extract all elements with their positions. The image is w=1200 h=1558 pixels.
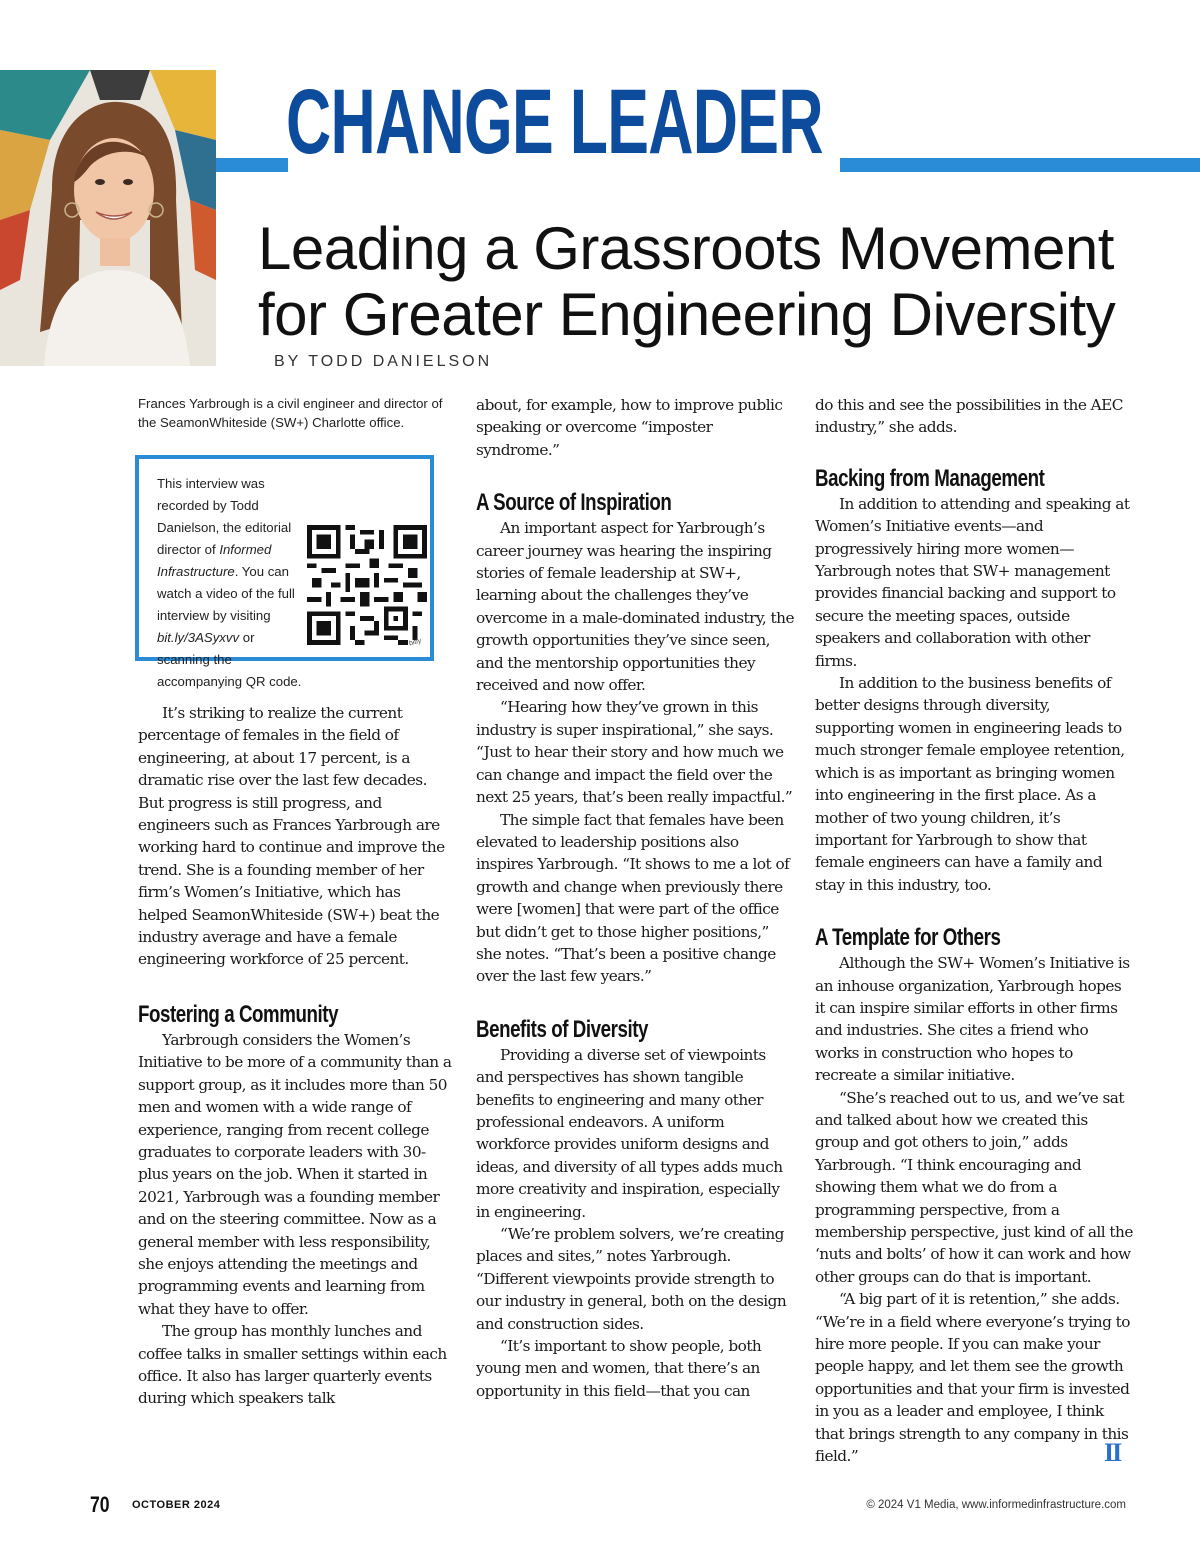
sidebar-text-a: This interview was recorded by Todd Danielson, the editorial director of bbox=[157, 476, 292, 557]
video-link[interactable]: bit.ly/3ASyxvv bbox=[157, 630, 240, 645]
video-sidebar-box bbox=[135, 455, 434, 689]
section-kicker: CHANGE LEADER bbox=[286, 71, 823, 173]
paragraph: The simple fact that females have been elevated to leadership positions also inspires Yarbrough. “It shows to me a lot of growth and change when previously there were [women] that were part of the office but didn’t get to those higher positions,” she notes. “That’s been a positive change over the last few years.” bbox=[476, 810, 790, 986]
sidebar-text bbox=[157, 473, 305, 693]
paragraph: In addition to attending and speaking at Women’s Initiative events—and progressively hiring more women—Yarbrough notes that SW+ management provides financial backing and support to secure the meeting spaces, outside speakers and collaboration with other firms. bbox=[815, 494, 1130, 670]
header-rule-right bbox=[840, 158, 1200, 172]
qr-brand-label: bitly bbox=[408, 637, 423, 648]
sidebar-text-c: or scanning the accompanying QR code. bbox=[157, 630, 302, 689]
copyright-line: © 2024 V1 Media, www.informedinfrastructure.com bbox=[866, 1499, 1126, 1511]
paragraph: An important aspect for Yarbrough’s career journey was hearing the inspiring stories of female leadership at SW+, learning about the challenges they’ve overcome in a male-dominated industry, the growth opportunities they’ve since seen, and the mentorship opportunities they received and now offer. bbox=[476, 519, 794, 695]
section-heading-fostering: Fostering a Community bbox=[138, 1000, 339, 1028]
intro-paragraph: It’s striking to realize the current percentage of females in the field of engineering, at about 17 percent, is a dramatic rise over the last few decades. But progress is still progress, and engineers such as Frances Yarbrough are working hard to continue and improve the trend. She is a founding member of her firm’s Women’s Initiative, which has helped SeamonWhiteside (SW+) beat the industry average and have a female engineering workforce of 25 percent. bbox=[138, 704, 445, 969]
article-column-3 bbox=[815, 394, 1133, 1467]
paragraph: Although the SW+ Women’s Initiative is an inhouse organization, Yarbrough hopes it can inspire similar efforts in other firms and industries. She cites a friend who works in construction who hopes to recreate a similar initiative. bbox=[815, 954, 1130, 1085]
paragraph: “We’re problem solvers, we’re creating places and sites,” notes Yarbrough. “Different viewpoints provide strength to our industry in general, both on the design and construction sides. bbox=[476, 1225, 787, 1333]
portrait-illustration bbox=[0, 70, 216, 366]
page-number: 70 bbox=[90, 1492, 110, 1517]
end-mark-icon: II bbox=[1104, 1438, 1121, 1467]
portrait-photo bbox=[0, 70, 216, 366]
section-heading-inspiration: A Source of Inspiration bbox=[476, 489, 672, 517]
section-heading-management: Backing from Management bbox=[815, 464, 1045, 492]
sidebar-text-b: . You can watch a video of the full interview by visiting bbox=[157, 564, 295, 623]
paragraph: “A big part of it is retention,” she adds. “We’re in a field where everyone’s trying to hire more people. If you can make your people happy, and let them see the growth opportunities and that your firm is invested in you as a leader and employee, I think that brings strength to any company in this field.” bbox=[815, 1290, 1130, 1466]
section-heading-template: A Template for Others bbox=[815, 924, 1001, 952]
article-column-2 bbox=[476, 394, 794, 1402]
publication-name: Informed Infrastructure bbox=[157, 542, 272, 579]
paragraph-continued: about, for example, how to improve public speaking or overcome “imposter syndrome.” bbox=[476, 396, 783, 459]
photo-caption: Frances Yarbrough is a civil engineer and director of the SeamonWhiteside (SW+) Charlotte office. bbox=[138, 396, 443, 430]
paragraph: The group has monthly lunches and coffee talks in smaller settings within each office. It also has larger quarterly events during which speakers talk bbox=[138, 1322, 447, 1408]
qr-code-icon[interactable] bbox=[307, 525, 427, 645]
byline: BY TODD DANIELSON bbox=[274, 353, 493, 370]
paragraph-continued: do this and see the possibilities in the AEC industry,” she adds. bbox=[815, 396, 1123, 437]
paragraph: “Hearing how they’ve grown in this industry is super inspirational,” she says. “Just to hear their story and how much we can change and impact the field over the next 25 years, that’s been really impactful.” bbox=[476, 698, 793, 807]
paragraph: Providing a diverse set of viewpoints and perspectives has shown tangible benefits to engineering and many other professional endeavors. A uniform workforce provides uniform designs and ideas, and diversity of all types adds much more creativity and inspiration, especially in engineering. bbox=[476, 1045, 783, 1221]
paragraph: Yarbrough considers the Women’s Initiative to be more of a community than a support group, as it includes more than 50 men and women with a wide range of experience, ranging from recent college graduates to corporate leaders with 30-plus years on the job. When it started in 2021, Yarbrough was a founding member and on the steering committee. Now as a general member with less responsibility, she enjoys attending the meetings and programming events and learning from what they have to offer. bbox=[138, 1030, 452, 1318]
paragraph: In addition to the business benefits of better designs through diversity, supporting women in engineering leads to much stronger female employee retention, which is as important as bringing women into engineering in the first place. As a mother of two young children, it’s important for Yarbrough to show that female engineers can have a family and stay in this industry, too. bbox=[815, 674, 1125, 894]
article-column-1 bbox=[138, 702, 453, 1410]
issue-date: OCTOBER 2024 bbox=[132, 1499, 221, 1511]
header-rule-left bbox=[216, 158, 288, 172]
article-headline bbox=[258, 216, 1158, 348]
headline-line-2: for Greater Engineering Diversity bbox=[258, 281, 1116, 348]
paragraph: “It’s important to show people, both young men and women, that there’s an opportunity in this field—that you can bbox=[476, 1337, 762, 1400]
paragraph: “She’s reached out to us, and we’ve sat and talked about how we created this group and got others to join,” adds Yarbrough. “I think encouraging and showing them what we do from a programming perspective, from a membership perspective, just kind of all the ‘nuts and bolts’ of how it can work and how other groups can do that is important. bbox=[815, 1088, 1133, 1286]
headline-line-1: Leading a Grassroots Movement bbox=[258, 215, 1114, 282]
section-heading-diversity: Benefits of Diversity bbox=[476, 1015, 649, 1043]
